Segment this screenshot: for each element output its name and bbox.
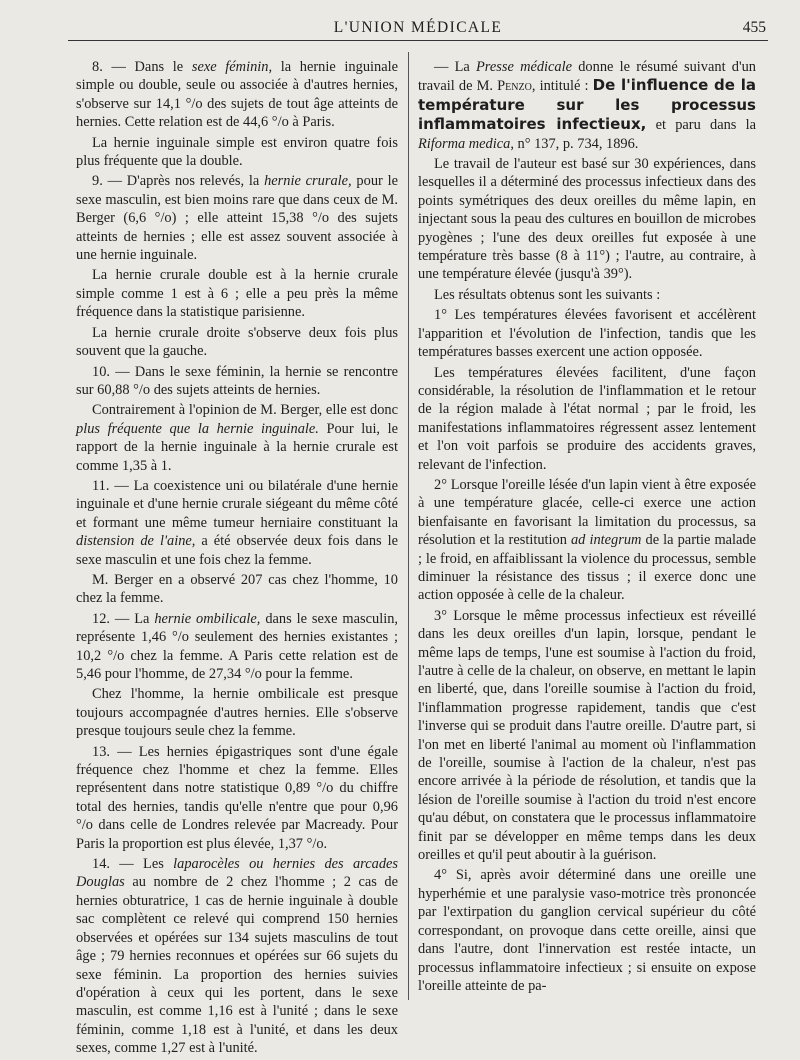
paragraph-10b: Contrairement à l'opinion de M. Berger, elle est donc plus fréquente que la hernie inguinale. Pour lui, le rapport de la hernie inguinale à la hernie crurale est comme 1,35 à 1. (76, 402, 398, 474)
paragraph-result-1: 1° Les températures élevées favorisent et accélèrent l'apparition et l'évolution de l'infection, tandis que les températures basses exercent une action opposée. (418, 307, 756, 361)
paragraph-9: 9. — D'après nos relevés, la hernie crurale, pour le sexe masculin, est bien moins rare que dans ceux de M. Berger (6,6 °/o) ; elle atteint 15,38 °/o des sujets atteints de hernies ; elle est assez souvent associée à une hernie inguinale. (76, 173, 398, 264)
paragraph-9c: La hernie crurale droite s'observe deux fois plus souvent que la gauche. (76, 324, 398, 360)
paragraph-method: Le travail de l'auteur est basé sur 30 expériences, dans lesquelles il a déterminé des processus infectieux dans des points symétriques des deux oreilles du même lapin, en injectant sous la peau des cultures en bouillon de microbes pyogènes ; l'une des deux oreilles fut exposée à une température très basse (8 à 11°) ; l'autre, au contraire, à une température élevée (jusqu'à 39°). (418, 156, 756, 283)
paragraph-11b: M. Berger en a observé 207 cas chez l'homme, 10 chez la femme. (76, 571, 398, 607)
paragraph-result-4: 4° Si, après avoir déterminé dans une oreille une hyperhémie et une paralysie vaso-motrice très prononcée par l'extirpation du ganglion cervical supérieur du côté correspondant, on provoque dans cette oreille, ainsi que dans l'autre, dont l'innervation est restée intacte, un processus inflammatoire infectieux ; si ensuite on expose l'oreille atteinte de pa- (418, 867, 756, 994)
paragraph-presse-medicale: — La Presse médicale donne le résumé suivant d'un travail de M. Penzo, intitulé : De l'influence de la température sur les processus inflammatoires infectieux, et paru dans la Riforma medica, n° 137, p. 734, 1896. (418, 59, 756, 152)
paragraph-result-1b: Les températures élevées facilitent, d'une façon considérable, la résolution de l'inflammation et le retour de la région malade à l'état normal ; par le froid, les manifestations inflammatoires régressent assez lentement et l'on voit parfois se produire des accidents graves, relevant de l'infection. (418, 364, 756, 473)
paragraph-12b: Chez l'homme, la hernie ombilicale est presque toujours accompagnée d'autres hernies. Elle s'observe presque toujours seule chez la femme. (76, 686, 398, 740)
paragraph-8: 8. — Dans le sexe féminin, la hernie inguinale simple ou double, seule ou associée à d'autres hernies, s'observe sur 14,1 °/o des sujets de tout âge atteints de hernies. Cette relation est de 44,6 °/o à Paris. (76, 59, 398, 131)
left-column (76, 58, 398, 1060)
paragraph-9b: La hernie crurale double est à la hernie crurale simple comme 1 est à 6 ; elle a peu près la même fréquence dans la statistique parisienne. (76, 267, 398, 321)
article-title: De l'influence de la température sur les processus inflammatoires infectieux, (418, 76, 756, 134)
paragraph-8b: La hernie inguinale simple est environ quatre fois plus fréquente que la double. (76, 134, 398, 170)
journal-title: L'UNION MÉDICALE (333, 19, 503, 36)
paragraph-11: 11. — La coexistence uni ou bilatérale d'une hernie inguinale et d'une hernie crurale siégeant du même côté et formant une même tumeur herniaire constituant la distension de l'aine, a été observée deux fois dans le sexe masculin et une fois chez la femme. (76, 477, 398, 568)
paragraph-13: 13. — Les hernies épigastriques sont d'une égale fréquence chez l'homme et chez la femme. Elles représentent dans notre statistique 0,89 °/o du chiffre total des hernies, tandis qu'elle n'entre que pour 0,96 °/o dans celle de Londres relevée par Macready. Pour Paris la proportion est plus élevée, 1,37 °/o. (76, 743, 398, 852)
right-column (418, 58, 756, 997)
paragraph-10: 10. — Dans le sexe féminin, la hernie se rencontre sur 60,88 °/o des sujets atteints de hernies. (76, 363, 398, 398)
paragraph-result-2: 2° Lorsque l'oreille lésée d'un lapin vient à être exposée à une température glacée, celle-ci exerce une action bienfaisante en favorisant la limitation du processus, sa résolution et la restitution ad integrum de la partie malade ; le froid, en affaiblissant la violence du processus, semble diminuer la résistance des tissus ; il exerce donc une action opposée à celle de la chaleur. (418, 476, 756, 604)
paragraph-14: 14. — Les laparocèles ou hernies des arcades Douglas au nombre de 2 chez l'homme ; 2 cas de hernies obturatrice, 1 cas de hernie inguinale à double sac complètent ce relevé qui comprend 150 hernies observées et opérées sur 134 sujets masculins de tout âge ; 79 hernies reconnues et opérées sur 66 sujets du sexe féminin. La proportion des hernies suivies d'opération à ceux qui les portent, dans le sexe masculin, est comme 1,16 est à l'unité ; dans le sexe féminin, comme 1,18 est à l'unité, et dans les deux sexes, comme 1,27 est à l'unité. (76, 856, 399, 1057)
paragraph-results-intro: Les résultats obtenus sont les suivants : (434, 286, 661, 303)
paragraph-12: 12. — La hernie ombilicale, dans le sexe masculin, représente 1,46 °/o seulement des hernies existantes ; 10,2 °/o chez la femme. A Paris cette relation est de 5,46 pour l'homme, de 27,34 °/o pour la femme. (76, 610, 398, 682)
page-number: 455 (742, 19, 766, 36)
running-header (68, 14, 768, 41)
author-name: Penzo (497, 78, 532, 95)
column-divider (408, 52, 409, 1000)
paragraph-result-3: 3° Lorsque le même processus infectieux est réveillé dans les deux oreilles d'un lapin, lorsque, pendant le même laps de temps, l'une est soumise à l'action du froid, l'autre à celle de la chaleur, on observe, en mettant le lapin en liberté, que, dans l'oreille soumise à l'action du froid, l'inflammation progresse rapidement, tandis que c'est l'inverse qui se produit dans l'autre oreille. D'autre part, si l'on met en liberté l'animal au moment où l'inflammation de l'oreille, soumise à l'action de la chaleur, n'est pas encore arrivée à la période de résolution, et tandis que la lésion de l'oreille soumise à l'action du troid n'est encore qu'au début, on constatera que le processus inflammatoire finit par se développer en même temps dans les deux oreilles et qu'il peut aboutir à la guérison. (418, 607, 756, 864)
